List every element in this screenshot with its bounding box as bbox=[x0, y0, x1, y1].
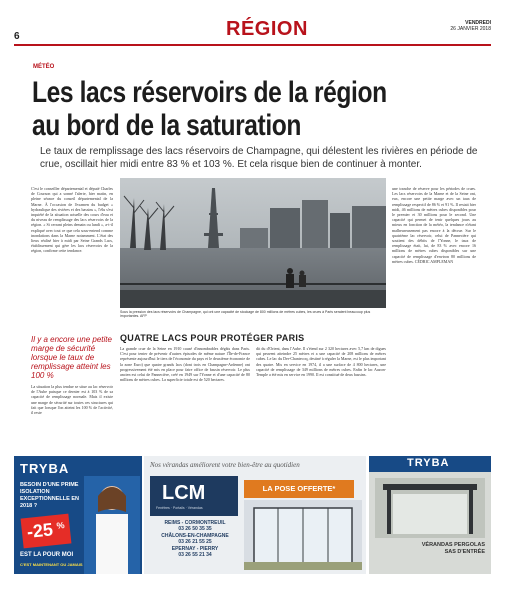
lcm-offer-banner: LA POSE OFFERTE* bbox=[244, 480, 354, 498]
issue-date bbox=[450, 20, 491, 32]
tryba-right-slogan: VÉRANDAS PERGOLAS SAS D'ENTRÉE bbox=[421, 542, 485, 555]
pergola-photo bbox=[375, 478, 485, 538]
tryba-ad-right[interactable] bbox=[369, 456, 491, 574]
lcm-logo: LCM bbox=[162, 482, 206, 504]
veranda-photo bbox=[244, 500, 362, 570]
pull-quote-body: La situation la plus tendue se situe au lac réservoir de l'Aube puisque ce dernier est à 103 % de sa capacité de remplissage normale. Mais il existe une marge de sécurité sur toutes ces structures qui fait que lorsque l'on atteint les 100 % de l'activité, il reste bbox=[31, 384, 113, 416]
pull-quote: Il y a encore une petite marge de sécurité lorsque le taux de remplissage atteint les 100 % bbox=[31, 335, 112, 380]
article-subhead: QUATRE LACS POUR PROTÉGER PARIS bbox=[120, 333, 305, 343]
article-photo bbox=[120, 178, 386, 308]
article-kicker: MÉTÉO bbox=[33, 64, 55, 70]
article-standfirst: Le taux de remplissage des lacs réservoirs de Champagne, qui délestent les rivières en période de crue, oscillait hier midi entre 83 % et 103 %. Et cela risque bien de continuer à monter. bbox=[40, 146, 478, 170]
flooded-paris-photo bbox=[120, 178, 386, 308]
tryba-headline: BESOIN D'UNE PRIME ISOLATION EXCEPTIONNELLE EN 2018 ? bbox=[20, 482, 79, 509]
store-city-chalons: CHÂLONS-EN-CHAMPAGNE bbox=[161, 532, 229, 539]
article-column-4: une tranche de réserve pour les périodes de crues. Les lacs réservoirs de la Marne et de la Seine ont, eux, encore une petite marge avec un taux de remplissage respectif de 86 % et 91 %. Il restait hier midi, 46 millions de mètres cubes disponibles pour le premier et 30 millions pour le second. Une capacité qui permet de tenir quelques jours au mieux en fonction de la météo, la tendance n'étant malheureusement pas encore à la décrue. Sur le quatrième lac réservoir, celui de Pannecière qui soutient des débits de l'Yonne, le taux de remplissage était, lui, de 83 % avec encore 16 millions de mètres cubes disponibles sur une capacité de remplissage d'environ 80 millions de mètres cubes. CÉDRIC AMPLEMAN bbox=[392, 186, 476, 264]
issue-full-date: 26 JANVIER 2018 bbox=[450, 26, 491, 32]
issue-day: VENDREDI bbox=[465, 20, 491, 26]
lcm-ad[interactable] bbox=[144, 456, 366, 574]
header-rule bbox=[14, 44, 491, 46]
lcm-top-text: Nos vérandas améliorent votre bien-être au quotidien bbox=[150, 461, 300, 469]
lcm-stores bbox=[152, 520, 238, 558]
article-headline: Les lacs réservoirs de la région au bord de la saturation bbox=[32, 76, 387, 142]
discount-unit: % bbox=[55, 520, 66, 531]
tryba-right-logo: TRYBA bbox=[407, 457, 450, 469]
article-column-3: dit du d'Orient, dans l'Aube. Il s'étend sur 2 320 hectares avec 5,7 km de digues qui peuvent atteindre 25 mètres et a une capacité de 208 millions de mètres cubes. Le lac du Der-Chantecoq, destiné à réguler la Marne, est le plus important des quatre. Mis en service en 1974, il a une surface de 4 800 hectares, une capacité de remplissage de 349 millions de mètres cubes. Enfin le lac Auzon-Temple a été mis en service en 1990. Il est constitué de deux bassins. bbox=[256, 346, 386, 378]
article-column-2: La grande crue de la Seine en 1910 causé d'innombrables dégâts dans Paris. C'est pour tenter de prévenir d'autres épisodes de même nature l'Île-de-France représente aujourd'hui le tiers de l'économie du pays et le deuxième économie de la zone Euro) que quatre grands lacs (dont trois en Champagne-Ardenne) ont progressivement été mis en place pour faire office de bassin réservoir. Le plus ancien est celui de Pannecière, créé en 1949 sur l'Yonne et d'une capacité de 80 millions de mètres cubes. La superficie totale est de 520 hectares. bbox=[120, 346, 250, 383]
store-phone-reims[interactable]: 03 26 50 35 35 bbox=[178, 526, 212, 533]
discount-value: -25 bbox=[25, 519, 54, 542]
pull-quote-box bbox=[31, 335, 113, 415]
discount-badge bbox=[21, 514, 72, 549]
store-phone-chalons[interactable]: 03 26 21 55 25 bbox=[178, 539, 212, 546]
article-column-1-text: C'est le conseiller départemental et député Charles de Courson qui a sonné l'alerte, hier matin, en pleine séance du conseil départemental de la Marne. À l'occasion de l'examen du budget « hydraulique des rivières et des bassins », l'élu s'est inquiété de la situation actuelle des cours d'eau et du niveau de remplissage des lacs réservoirs de la région. « Si cerrant pleins demain ou lundi », a-t-il expliqué avec tout ce que cela sous-entend comme inondations dans la Marne notamment. L'état des lieux réalisé hier à midi par Seine Grands Lacs, établissement qui gère les lacs réservoirs de la région, confirme cette tendance. bbox=[31, 186, 113, 254]
store-city-epernay: EPERNAY - PIERRY bbox=[171, 545, 219, 552]
tryba-right-header bbox=[369, 456, 491, 472]
store-city-reims: REIMS - CORMONTREUIL bbox=[164, 520, 226, 526]
tryba-tagline: EST LA POUR MOI bbox=[20, 552, 74, 558]
photo-caption: Sous la pression des lacs réservoirs de Champagne, qui ont une capacité de stockage de 800 millions de mètres cubes, les crues à Paris seraient beaucoup plus importantes. AFP bbox=[120, 310, 371, 319]
lcm-logo-block bbox=[150, 476, 238, 516]
lcm-logo-sub: Fenêtres · Portails · Vérandas bbox=[156, 506, 203, 510]
tryba-logo: TRYBA bbox=[20, 461, 70, 476]
tryba-promo: C'EST MAINTENANT OU JAMAIS bbox=[20, 562, 83, 567]
article-column-1 bbox=[31, 186, 113, 254]
store-phone-epernay[interactable]: 03 26 55 21 34 bbox=[178, 552, 212, 559]
tryba-ad-left[interactable] bbox=[14, 456, 142, 574]
model-photo bbox=[84, 476, 140, 574]
section-title: RÉGION bbox=[226, 18, 308, 40]
page-number: 6 bbox=[14, 31, 20, 42]
advertisement-row bbox=[14, 456, 491, 574]
